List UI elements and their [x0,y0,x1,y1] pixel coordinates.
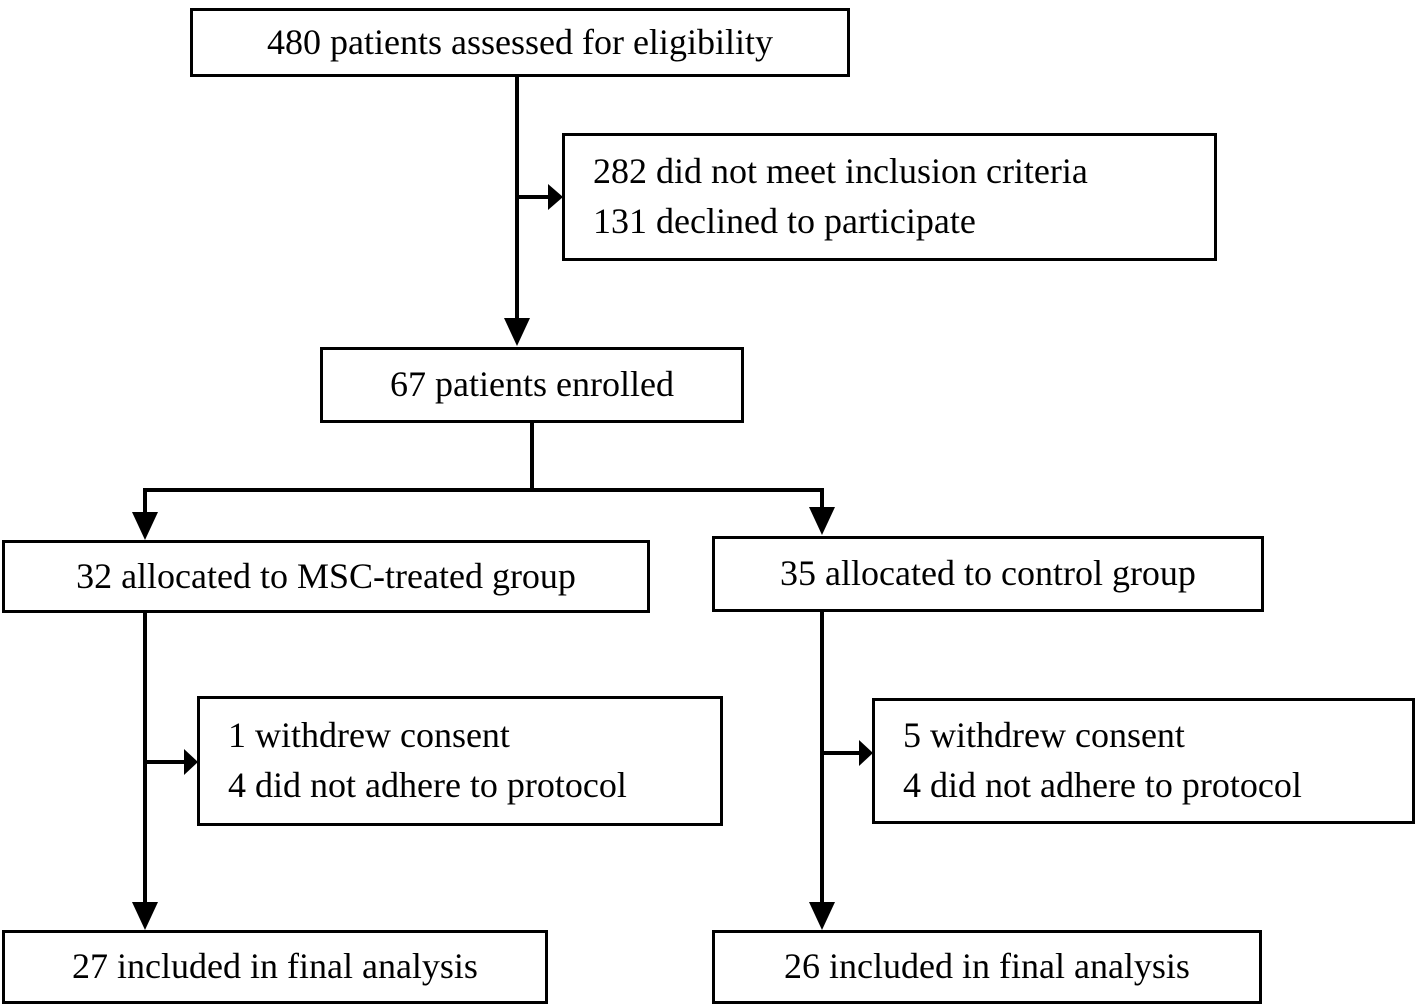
connector-control-group-to-withdrawn [822,740,873,766]
node-control-group [712,536,1264,612]
connector-eligibility-to-enrolled [504,75,530,346]
connector-splitter-to-control-group [809,488,835,535]
connector-splitter-to-msc-group [132,488,158,540]
connector-msc-group-to-analysis [132,612,158,930]
node-control-withdrawn [872,698,1415,824]
node-msc-analysis-text: 27 included in final analysis [72,946,478,987]
node-excluded-line2: 131 declined to participate [593,201,976,241]
node-msc-group [2,540,650,613]
connector-eligibility-to-excluded [517,184,563,210]
node-enrolled [320,347,744,423]
node-excluded [562,133,1217,261]
node-control-analysis [712,930,1262,1004]
node-eligibility-text: 480 patients assessed for eligibility [267,21,773,62]
node-excluded-line1: 282 did not meet inclusion criteria [593,151,1088,192]
node-control-withdrawn-line2: 4 did not adhere to protocol [903,765,1302,805]
node-msc-analysis [2,930,548,1004]
node-enrolled-text: 67 patients enrolled [390,364,674,405]
node-msc-withdrawn-line1: 1 withdrew consent [228,715,510,756]
node-msc-group-text: 32 allocated to MSC-treated group [76,555,576,596]
node-msc-withdrawn [197,696,723,826]
connector-enrolled-to-splitter [145,423,822,490]
node-msc-withdrawn-line2: 4 did not adhere to protocol [228,765,627,805]
node-eligibility [190,8,850,77]
node-control-analysis-text: 26 included in final analysis [784,946,1190,987]
connector-control-group-to-analysis [809,612,835,930]
node-control-withdrawn-line1: 5 withdrew consent [903,715,1185,756]
connector-msc-group-to-withdrawn [145,749,198,775]
node-control-group-text: 35 allocated to control group [780,553,1196,594]
